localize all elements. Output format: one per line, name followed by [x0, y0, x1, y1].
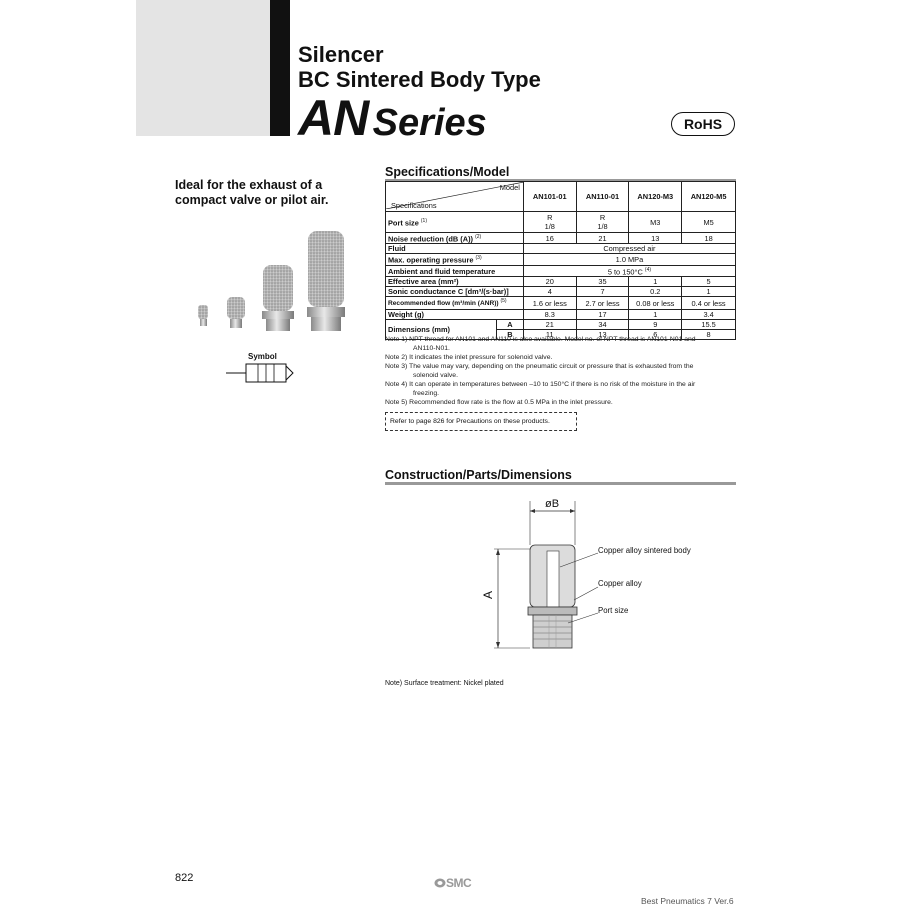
header-grey-band — [136, 0, 270, 136]
note-ref: (1) — [420, 217, 427, 224]
row-label: Effective area (mm²) — [386, 277, 524, 287]
row-max-pressure — [386, 254, 736, 265]
row-weight — [386, 309, 736, 319]
corner-model: Model — [499, 183, 520, 192]
note-1-cont: AN110-N01. — [413, 345, 450, 352]
cell: 0.4 or less — [682, 297, 736, 309]
table-corner — [386, 182, 524, 212]
cell: R — [547, 213, 553, 222]
cell: M3 — [629, 212, 682, 233]
cell: 13 — [576, 329, 629, 339]
header-black-bar — [270, 0, 290, 136]
silencer-medium — [262, 265, 294, 331]
cell: R — [599, 213, 606, 222]
cell: 3.4 — [682, 309, 736, 319]
cell: 20 — [523, 277, 576, 287]
cell: 2.7 or less — [576, 297, 629, 309]
book-title: Best Pneumatics 7 Ver.6 — [641, 896, 734, 906]
model-header: AN101-01 — [523, 182, 576, 212]
smc-logo-icon — [434, 878, 446, 888]
part-label-port-size: Port size — [598, 606, 629, 615]
row-fluid — [386, 244, 736, 254]
row-label: Weight (g) — [386, 309, 524, 319]
cell: 4 — [523, 287, 576, 297]
row-label: Noise reduction (dB (A)) — [388, 234, 473, 244]
silencer-small-1 — [198, 305, 208, 326]
cell: Compressed air — [523, 244, 735, 254]
cell: 11 — [523, 329, 576, 339]
smc-logo — [434, 876, 471, 890]
tagline — [175, 178, 365, 208]
rohs-badge: RoHS — [671, 112, 735, 136]
cell: 9 — [629, 319, 682, 329]
corner-spec: Specifications — [391, 201, 437, 210]
note-ref: (3) — [475, 255, 482, 262]
construction-title-rule — [385, 482, 736, 485]
dim-a-label: A — [481, 590, 496, 600]
symbol-label: Symbol — [248, 352, 277, 361]
note-ref: (5) — [500, 298, 507, 305]
precautions-link[interactable]: Refer to page 826 for Precautions on these products. — [385, 412, 577, 431]
cell: 15.5 — [682, 319, 736, 329]
cell: 18 — [682, 233, 736, 244]
cell: 17 — [576, 309, 629, 319]
cell: 1.6 or less — [523, 297, 576, 309]
silencer-symbol — [226, 362, 296, 384]
cell: 0.2 — [629, 287, 682, 297]
note-1: Note 1) NPT thread for AN101 and AN110 is also available. Model no. of NPT thread is AN101-N01 and — [385, 336, 696, 343]
construction-drawing — [480, 495, 620, 655]
cell: 13 — [629, 233, 682, 244]
series-title — [298, 92, 487, 157]
cell: M5 — [682, 212, 736, 233]
cell: 1/8 — [544, 222, 555, 231]
note-4-cont: freezing. — [413, 390, 440, 397]
notes-block — [385, 335, 737, 407]
tagline-line2: compact valve or pilot air. — [175, 193, 329, 207]
row-label: Fluid — [386, 244, 524, 254]
note-2: Note 2) It indicates the inlet pressure for solenoid valve. — [385, 354, 553, 361]
cell: 21 — [576, 233, 629, 244]
cell: 1/8 — [597, 222, 608, 231]
cell: 35 — [576, 277, 629, 287]
note-4: Note 4) It can operate in temperatures between –10 to 150°C if there is no risk of the moisture in the air — [385, 381, 696, 388]
dim-b-label: B — [496, 329, 523, 339]
title-line1: Silencer — [298, 42, 384, 67]
row-noise — [386, 233, 736, 244]
specs-title: Specifications/Model — [385, 165, 510, 179]
cell: 8 — [682, 329, 736, 339]
tagline-line1: Ideal for the exhaust of a — [175, 178, 323, 192]
page-number: 822 — [175, 872, 194, 884]
cell: 1 — [629, 277, 682, 287]
product-photo — [190, 225, 350, 335]
cell: 1 — [629, 309, 682, 319]
cell: 6 — [629, 329, 682, 339]
row-port-size — [386, 212, 736, 233]
silencer-small-2 — [227, 297, 245, 328]
series-code: AN — [298, 90, 369, 146]
cell: 34 — [576, 319, 629, 329]
row-label: Port size — [388, 218, 419, 228]
title-line2: BC Sintered Body Type — [298, 67, 541, 92]
row-label: Max. operating pressure — [388, 255, 474, 265]
row-label: Sonic conductance C [dm³/(s·bar)] — [386, 287, 524, 297]
note-3: Note 3) The value may vary, depending on the pneumatic circuit or pressure that is exhausted from the — [385, 363, 694, 370]
note-ref: (4) — [644, 266, 652, 273]
spec-table — [385, 181, 736, 340]
cell: 16 — [523, 233, 576, 244]
row-label: Ambient and fluid temperature — [386, 265, 524, 276]
cell: 0.08 or less — [629, 297, 682, 309]
dim-b-label: øB — [545, 498, 560, 510]
surface-note: Note) Surface treatment: Nickel plated — [385, 680, 504, 687]
model-header: AN110-01 — [576, 182, 629, 212]
row-effective-area — [386, 277, 736, 287]
row-label: Recommended flow (m³/min (ANR)) — [388, 300, 499, 308]
cell: 7 — [576, 287, 629, 297]
cell: 21 — [523, 319, 576, 329]
row-flow — [386, 297, 736, 309]
cell: 1.0 MPa — [523, 254, 735, 265]
construction-title: Construction/Parts/Dimensions — [385, 468, 572, 482]
model-header: AN120-M3 — [629, 182, 682, 212]
note-5: Note 5) Recommended flow rate is the flow at 0.5 MPa in the inlet pressure. — [385, 399, 613, 406]
cell: 5 — [682, 277, 736, 287]
model-header: AN120-M5 — [682, 182, 736, 212]
cell: 1 — [682, 287, 736, 297]
part-label-copper-alloy: Copper alloy — [598, 579, 642, 588]
series-word: Series — [372, 102, 487, 144]
smc-logo-text: SMC — [446, 876, 472, 890]
dim-a-label: A — [496, 319, 523, 329]
note-ref: (2) — [475, 234, 482, 240]
cell: 8.3 — [523, 309, 576, 319]
row-label: Dimensions (mm) — [386, 319, 497, 339]
cell: 5 to 150°C — [607, 267, 643, 277]
silencer-large — [307, 231, 345, 331]
row-sonic — [386, 287, 736, 297]
row-temperature — [386, 265, 736, 276]
part-label-sintered-body: Copper alloy sintered body — [598, 546, 691, 555]
row-dim-a — [386, 319, 736, 329]
note-3-cont: solenoid valve. — [413, 372, 458, 379]
